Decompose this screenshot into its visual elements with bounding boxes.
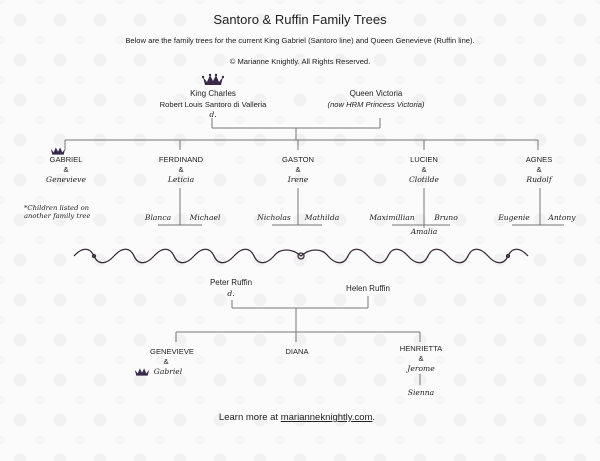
child-spouse-gabriel: Gabriel: [153, 367, 183, 376]
king-deceased-note: d.: [209, 110, 217, 119]
king-title: King Charles: [190, 89, 236, 98]
child-name-genevieve: GENEVIEVE: [150, 347, 194, 356]
children-elsewhere-note: *Children listed on another family tree: [24, 204, 91, 221]
queen-title: Queen Victoria: [349, 89, 403, 98]
child-name-agnes: AGNES: [525, 155, 553, 164]
footer-text: [219, 413, 375, 423]
child-amp: &: [63, 165, 69, 174]
crown-icon: [134, 367, 150, 377]
footer-suffix: .: [372, 412, 376, 423]
child-name-ferdinand: FERDINAND: [158, 155, 204, 164]
grandchild-bruno: Bruno: [434, 213, 458, 222]
child-name-gaston: GASTON: [282, 155, 314, 164]
ornamental-divider: [70, 245, 532, 267]
father-deceased-note: d.: [227, 289, 235, 298]
grandchild-eugenie: Eugenie: [498, 213, 530, 222]
grandchild-nicholas: Nicholas: [257, 213, 291, 222]
footer-prefix: Learn more at: [218, 412, 281, 423]
child-name-diana: DIANA: [285, 347, 309, 356]
page-subtitle: Below are the family trees for the current King Gabriel (Santoro line) and Queen Genevieve (Ruffin line).: [125, 36, 475, 45]
child-amp: &: [295, 165, 301, 174]
child-amp: &: [418, 354, 424, 363]
grandchild-blanca: Blanca: [144, 213, 172, 222]
king-full-name: Robert Louis Santoro di Valleria: [159, 100, 267, 109]
copyright-notice: © Marianne Knightly. All Rights Reserved.: [229, 57, 371, 66]
child-amp: &: [178, 165, 184, 174]
child-amp: &: [421, 165, 427, 174]
child-spouse-leticia: Leticia: [167, 175, 195, 184]
mother-name: Helen Ruffin: [346, 284, 390, 293]
grandchild-amalia: Amalia: [410, 227, 438, 236]
grandchild-michael: Michael: [189, 213, 221, 222]
father-name: Peter Ruffin: [209, 278, 253, 287]
child-spouse-rudolf: Rudolf: [526, 175, 552, 184]
child-name-gabriel: GABRIEL: [49, 155, 83, 164]
page-title: Santoro & Ruffin Family Trees: [213, 12, 387, 27]
grandchild-sienna: Sienna: [407, 388, 435, 397]
child-amp: &: [536, 165, 542, 174]
child-spouse-clotilde: Clotilde: [408, 175, 440, 184]
child-name-lucien: LUCIEN: [410, 155, 438, 164]
grandchild-maximillian: Maximillian: [369, 213, 415, 222]
child-amp: &: [163, 357, 169, 366]
child-spouse-genevieve: Genevieve: [46, 175, 86, 184]
grandchild-antony: Antony: [548, 213, 576, 222]
website-link[interactable]: marianneknightly.com: [280, 412, 373, 423]
child-name-henrietta: HENRIETTA: [399, 344, 443, 353]
crown-icon: [202, 73, 224, 87]
grandchild-mathilda: Mathilda: [304, 213, 340, 222]
child-spouse-irene: Irene: [287, 175, 309, 184]
child-spouse-jerome: Jerome: [407, 364, 435, 373]
queen-note: (now HRM Princess Victoria): [327, 100, 425, 109]
